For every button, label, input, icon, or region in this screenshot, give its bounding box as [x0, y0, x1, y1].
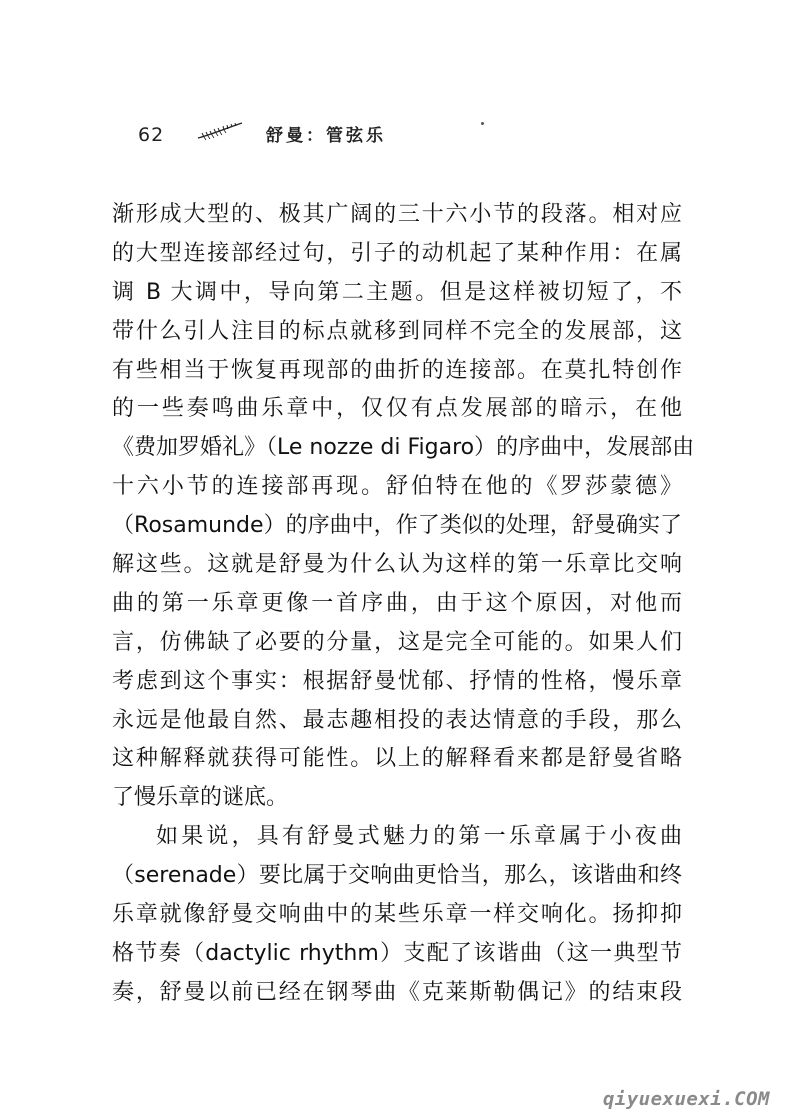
text-line: 的大型连接部经过句，引子的动机起了某种作用：在属: [112, 240, 682, 266]
text-line: 了慢乐章的谜底。: [112, 785, 289, 811]
text-line: 言，仿佛缺了必要的分量，这是完全可能的。如果人们: [112, 629, 682, 655]
feather-ornament-icon: [196, 120, 244, 142]
body-text: [112, 196, 695, 1013]
text-line: 的一些奏鸣曲乐章中，仅仅有点发展部的暗示，在他: [112, 396, 682, 422]
text-line: 格节奏（dactylic rhythm）支配了该谐曲（这一典型节: [112, 940, 682, 966]
running-title: 舒曼：管弦乐: [266, 126, 386, 146]
text-line: 如果说，具有舒曼式魅力的第一乐章属于小夜曲: [156, 824, 682, 850]
text-line: 有些相当于恢复再现部的曲折的连接部。在莫扎特创作: [112, 357, 682, 383]
printer-mark: [481, 122, 484, 125]
text-line: 《费加罗婚礼》（Le nozze di Figaro）的序曲中，发展部由: [112, 435, 695, 461]
text-line: 带什么引人注目的标点就移到同样不完全的发展部，这: [112, 318, 682, 344]
text-line: 渐形成大型的、极其广阔的三十六小节的段落。相对应: [112, 202, 682, 227]
text-line: 这种解释就获得可能性。以上的解释看来都是舒曼省略: [112, 746, 682, 772]
watermark-text: qiyuexuexi.COM: [602, 1088, 770, 1110]
page-header: [138, 118, 558, 152]
text-line: （serenade）要比属于交响曲更恰当，那么，该谐曲和终: [112, 863, 682, 889]
text-line: 永远是他最自然、最志趣相投的表达情意的手段，那么: [112, 707, 682, 733]
text-line: 考虑到这个事实：根据舒曼忧郁、抒情的性格，慢乐章: [112, 668, 682, 694]
text-line: 曲的第一乐章更像一首序曲，由于这个原因，对他而: [112, 590, 682, 616]
text-line: 乐章就像舒曼交响曲中的某些乐章一样交响化。扬抑抑: [112, 902, 682, 928]
text-line: 调 B 大调中，导向第二主题。但是这样被切短了，不: [112, 279, 682, 305]
page-number: 62: [138, 124, 165, 146]
text-line: 奏，舒曼以前已经在钢琴曲《克莱斯勒偶记》的结束段: [112, 979, 682, 1005]
text-line: 解这些。这就是舒曼为什么认为这样的第一乐章比交响: [112, 552, 682, 578]
text-line: 十六小节的连接部再现。舒伯特在他的《罗莎蒙德》: [112, 474, 682, 500]
site-watermark: [603, 1088, 770, 1110]
text-line: （Rosamunde）的序曲中，作了类似的处理，舒曼确实了: [112, 513, 682, 539]
